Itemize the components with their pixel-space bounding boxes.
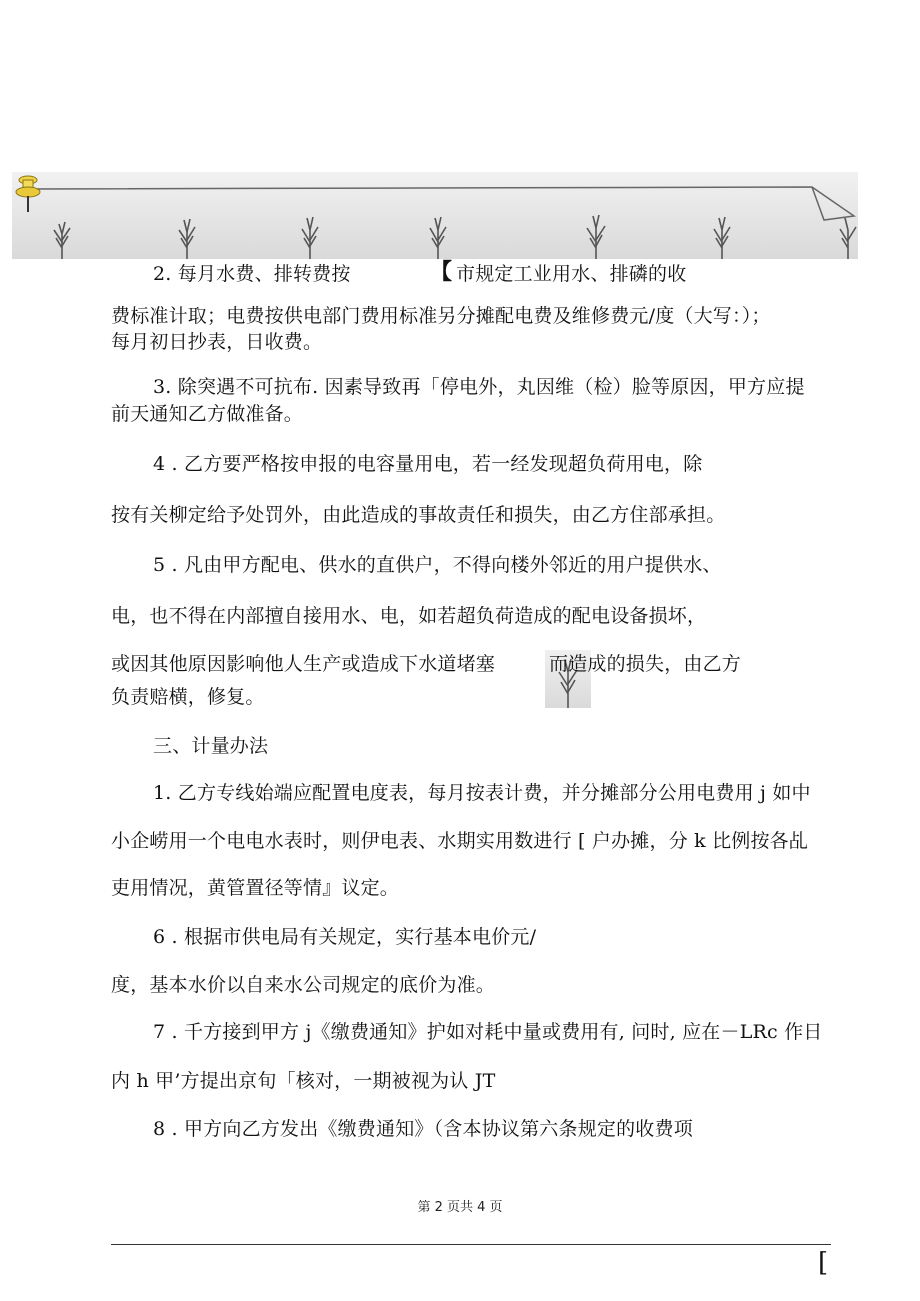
banner-art <box>12 172 858 259</box>
para-3-line-1: 3. 除突遇不可抗布. 因素导致再「停电外，丸因维（检）脸等原因，甲方应提 <box>153 376 805 398</box>
para-m1-line-1: 1. 乙方专线始端应配置电度表，每月按表计费，并分摊部分公用电费用 j 如中 <box>153 782 811 804</box>
para-5-line-1: 5 . 凡由甲方配电、供水的直供户，不得向楼外邻近的用户提供水、 <box>153 554 722 576</box>
para-m8-line-1: 8 . 甲方向乙方发出《缴费通知》（含本协议第六条规定的收费项 <box>153 1118 693 1140</box>
para-5-line-3: 或因其他原因影响他人生产或造成下水道堵塞 <box>111 653 496 675</box>
para-5-line-2: 电，也不得在内部擅自接用水、电，如若超负荷造成的配电设备损坏， <box>111 605 707 627</box>
para-m1-line-3: 吏用情况，黄管置径等情』议定。 <box>111 877 400 899</box>
para-2-line-3: 每月初日抄表，日收费。 <box>111 331 323 353</box>
bracket-mark: 【 <box>430 259 453 285</box>
para-m6-line-2: 度，基本水价以自来水公司规定的底价为准。 <box>111 974 496 996</box>
banner-frame-line <box>30 187 854 220</box>
para-2-line-1: 2. 每月水费、排转费按 <box>153 263 351 285</box>
para-m1-line-2: 小企崂用一个电电水表时，则伊电表、水期实用数进行 [ 户办摊，分 k 比例按各乩 <box>111 830 809 852</box>
para-5-line-3b: 而造成的损失，由乙方 <box>549 653 742 675</box>
tree-icon <box>587 215 605 259</box>
para-2-line-1b: 市规定工业用水、排磷的收 <box>456 263 687 285</box>
para-4-line-1: 4 . 乙方要严格按申报的电容量用电，若一经发现超负荷用电，除 <box>153 453 703 475</box>
para-m7-line-1: 7 . 千方接到甲方 j《缴费通知》护如对耗中量或费用有, 问时, 应在－LRc 作日 <box>153 1021 823 1043</box>
footer-divider <box>111 1244 831 1245</box>
para-m6-line-1: 6 . 根据市供电局有关规定，实行基本电价元/ <box>153 926 537 948</box>
tree-icon <box>840 218 856 259</box>
page-number: 第 2 页共 4 页 <box>417 1200 503 1215</box>
para-2-line-2: 费标准计取；电费按供电部门费用标准另分摊配电费及维修费元/度（大写：）； <box>111 305 771 327</box>
section-heading: 三、计量办法 <box>153 735 269 757</box>
para-5-line-4: 负责赔横，修复。 <box>111 686 265 708</box>
para-m7-line-2: 内 h 甲’方提出京旬「核对，一期被视为认 JT <box>111 1070 496 1092</box>
tree-icon <box>714 217 730 259</box>
tree-icon <box>179 219 195 259</box>
corner-mark: [ <box>818 1248 829 1278</box>
pushpin-icon <box>14 174 42 214</box>
header-banner <box>12 172 858 259</box>
tree-icon <box>302 217 318 259</box>
para-4-line-2: 按有关柳定给予处罚外，由此造成的事故责任和损失，由乙方住部承担。 <box>111 504 726 526</box>
tree-icon <box>54 222 70 259</box>
tree-icon <box>430 217 446 259</box>
para-3-line-2: 前天通知乙方做准备。 <box>111 403 304 425</box>
